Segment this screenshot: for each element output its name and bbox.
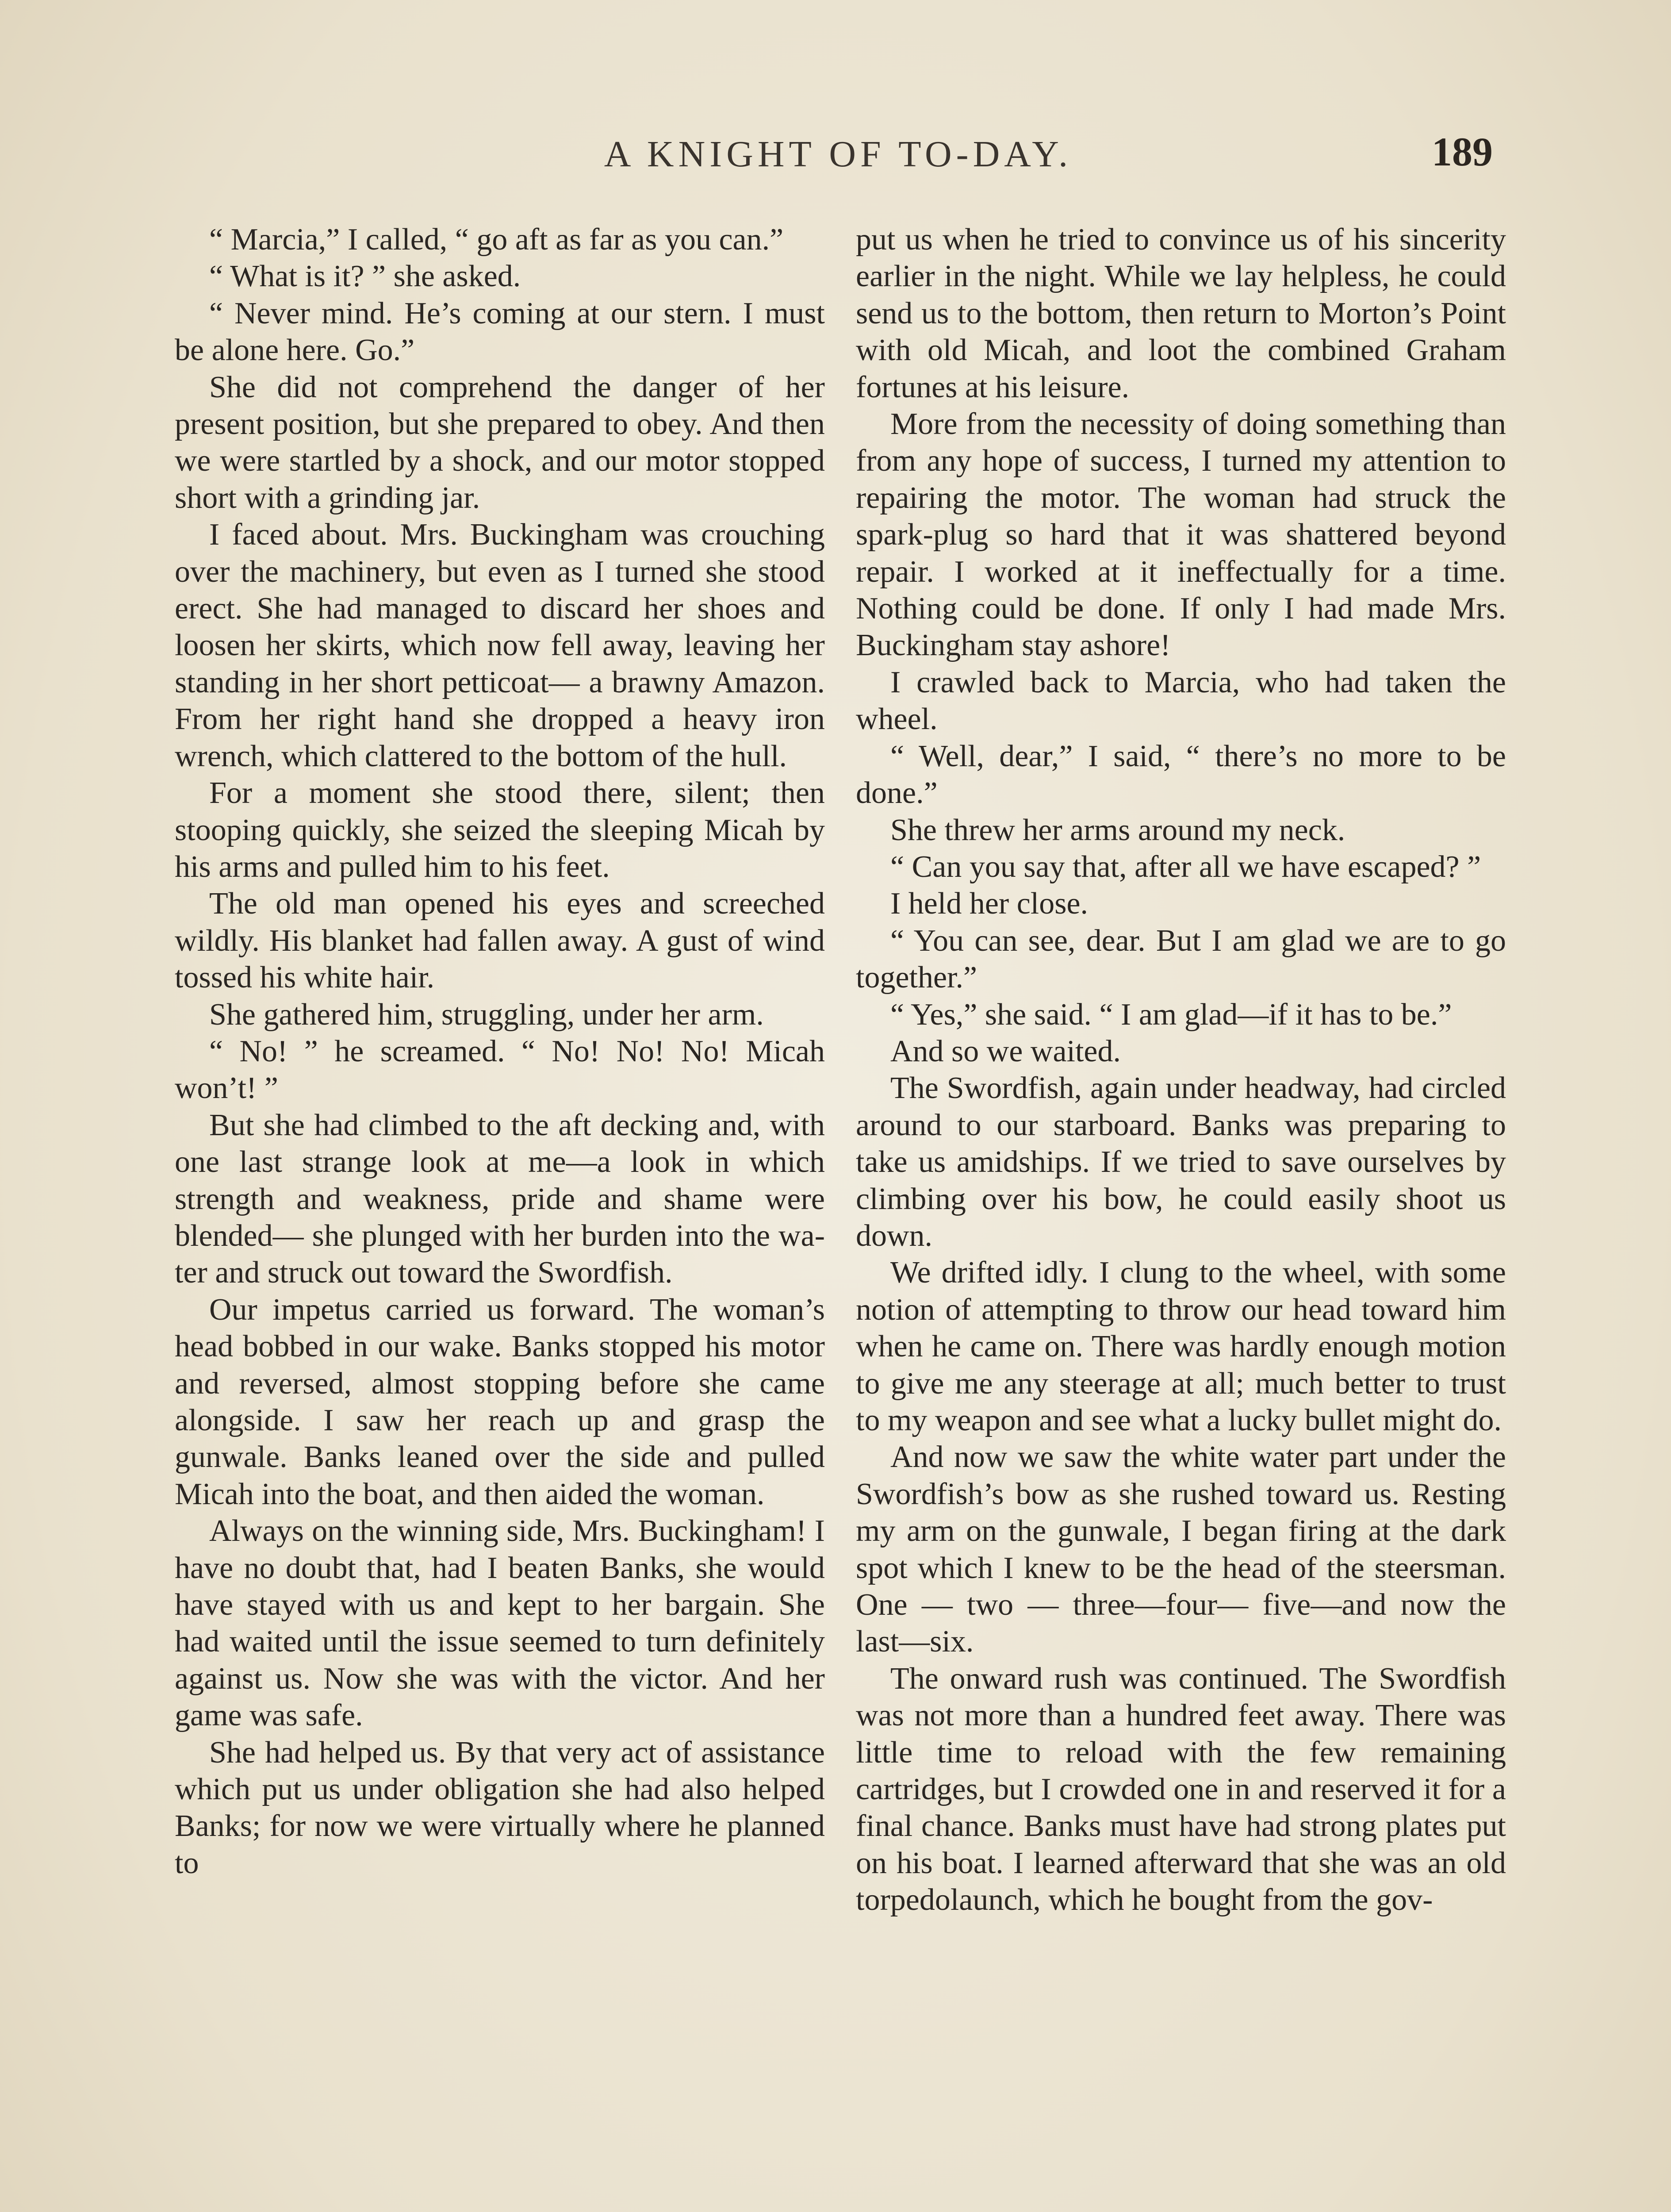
- paragraph: I crawled back to Marcia, who had taken the wheel.: [856, 665, 1506, 737]
- paragraph: “ What is it? ” she asked.: [209, 259, 521, 294]
- paragraph: And now we saw the white water part under the Swordfish’s bow as she rushed toward us. Resting my arm on the gunwale, I began firing at the dark spot which I knew to be the head of the steersman. One — two — three—four— five—and now the last—six.: [856, 1440, 1506, 1659]
- paragraph: But she had climbed to the aft decking and, with one last strange look at me—a look in which strength and weakness, pride and shame were blended— she plunged with her burden into the water and struck out toward the Swordfish.: [175, 1108, 825, 1290]
- paragraph: “ Marcia,” I called, “ go aft as far as you can.”: [209, 223, 784, 257]
- paragraph: We drifted idly. I clung to the wheel, with some notion of attempting to throw our head toward him when he came on. There was hardly enough motion to give me any steerage at all; much better to trust to my weapon and see what a lucky bullet might do.: [856, 1256, 1506, 1437]
- paragraph: “ Never mind. He’s coming at our stern. I must be alone here. Go.”: [175, 296, 825, 368]
- paragraph: “ Yes,” she said. “ I am glad—if it has to be.”: [890, 997, 1452, 1032]
- right-text-column: [856, 221, 1506, 1919]
- paragraph: More from the necessity of doing something than from any hope of success, I turned my attention to repairing the motor. The woman had struck the spark-plug so hard that it was shattered beyond repair. I worked at it ineffectually for a time. Nothing could be done. If only I had made Mrs. Buckingham stay ashore!: [856, 407, 1506, 663]
- running-head: [172, 129, 1504, 195]
- paragraph: “ Can you say that, after all we have escaped? ”: [890, 849, 1481, 884]
- paragraph: I faced about. Mrs. Buckingham was crouching over the machinery, but even as I turned she stood erect. She had managed to discard her shoes and loosen her skirts, which now fell away, leaving her standing in her short petticoat— a brawny Amazon. From her right hand she dropped a heavy iron wrench, which clattered to the bottom of the hull.: [175, 518, 825, 773]
- left-text-column: [175, 221, 825, 1882]
- page-number: 189: [1432, 129, 1493, 174]
- paragraph: Always on the winning side, Mrs. Buckingham! I have no doubt that, had I beaten Banks, she would have stayed with us and kept to her bargain. She had waited until the issue seemed to turn definitely against us. Now she was with the victor. And her game was safe.: [175, 1514, 825, 1733]
- paragraph: I held her close.: [890, 887, 1088, 921]
- paragraph: She threw her arms around my neck.: [890, 813, 1345, 847]
- paragraph: “ No! ” he screamed. “ No! No! No! Micah won’t! ”: [175, 1034, 825, 1106]
- paragraph: She gathered him, struggling, under her arm.: [209, 997, 764, 1032]
- paragraph: put us when he tried to convince us of his sincerity earlier in the night. While we lay helpless, he could send us to the bottom, then return to Morton’s Point with old Micah, and loot the combined Graham fortunes at his leisure.: [856, 223, 1506, 404]
- paragraph: The old man opened his eyes and screeched wildly. His blanket had fallen away. A gust of wind tossed his white hair.: [175, 887, 825, 995]
- paragraph: For a moment she stood there, silent; then stooping quickly, she seized the sleeping Micah by his arms and pulled him to his feet.: [175, 776, 825, 884]
- running-head-title: A KNIGHT OF TO-DAY.: [604, 134, 1073, 175]
- paragraph: “ Well, dear,” I said, “ there’s no more to be done.”: [856, 739, 1506, 810]
- paragraph: She had helped us. By that very act of assistance which put us under obligation she had also helped Banks; for now we were virtually where he planned to: [175, 1735, 825, 1880]
- paragraph: The onward rush was continued. The Swordfish was not more than a hundred feet away. There was little time to reload with the few remaining cartridges, but I crowded one in and reserved it for a final chance. Banks must have had strong plates put on his boat. I learned afterward that she was an old torpedolaunch, which he bought from the gov-: [856, 1661, 1506, 1917]
- paragraph: She did not comprehend the danger of her present position, but she prepared to obey. And then we were startled by a shock, and our motor stopped short with a grinding jar.: [175, 370, 825, 515]
- paragraph: And so we waited.: [890, 1034, 1121, 1068]
- paragraph: Our impetus carried us forward. The woman’s head bobbed in our wake. Banks stopped his motor and reversed, almost stopping before she came alongside. I saw her reach up and grasp the gunwale. Banks leaned over the side and pulled Micah into the boat, and then aided the woman.: [175, 1292, 825, 1511]
- paragraph: The Swordfish, again under headway, had circled around to our starboard. Banks was preparing to take us amidships. If we tried to save ourselves by climbing over his bow, he could easily shoot us down.: [856, 1071, 1506, 1253]
- paragraph: “ You can see, dear. But I am glad we are to go together.”: [856, 923, 1506, 995]
